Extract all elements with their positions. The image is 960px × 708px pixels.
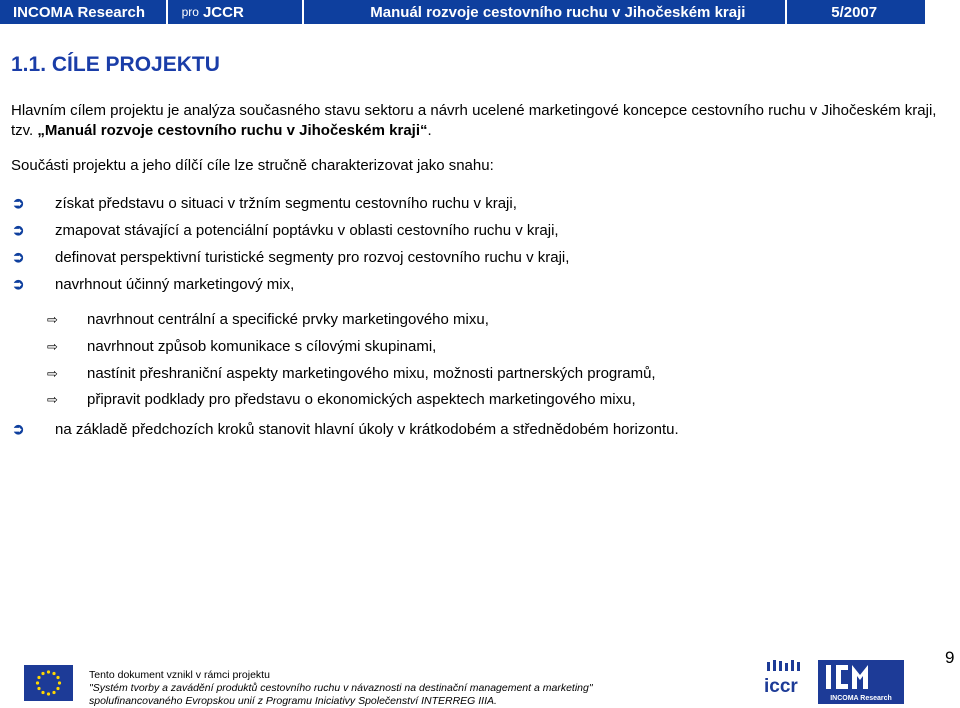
page-number: 9: [945, 648, 955, 667]
subgoal-item: ⇨ navrhnout způsob komunikace s cílovými skupinami,: [47, 338, 437, 355]
section-title: 1.1. CÍLE PROJEKTU: [11, 53, 220, 76]
arrow-bullet-icon: ➲: [12, 195, 25, 212]
incoma-logo: [818, 660, 904, 704]
header-date: 5/2007: [787, 0, 925, 24]
goal-item: ➲ definovat perspektivní turistické segmenty pro rozvoj cestovního ruchu v kraji,: [12, 249, 570, 266]
svg-text:INCOMA Research: INCOMA Research: [830, 695, 892, 702]
manual-title: „Manuál rozvoje cestovního ruchu v Jihočeském kraji“: [37, 122, 428, 139]
goal-item: ➲ zmapovat stávající a potenciální poptávku v oblasti cestovního ruchu v kraji,: [12, 222, 559, 239]
outline-arrow-icon: ⇨: [47, 339, 58, 354]
outline-arrow-icon: ⇨: [47, 392, 58, 407]
goal-item: ➲ získat představu o situaci v tržním segmentu cestovního ruchu v kraji,: [12, 195, 517, 212]
intro-paragraph: Hlavním cílem projektu je analýza současného stavu sektoru a návrh ucelené marketingové koncepce cestovního ruchu v Jihočeském kraji, tzv. „Manuál rozvoje cestovního ruchu v Jihočeském kraji“.: [11, 102, 937, 139]
header-client: pro JCCR: [168, 0, 303, 24]
goal-item: ➲ navrhnout účinný marketingový mix,: [12, 276, 295, 293]
outline-arrow-icon: ⇨: [47, 312, 58, 327]
arrow-bullet-icon: ➲: [12, 222, 25, 239]
goals-intro: Součásti projektu a jeho dílčí cíle lze stručně charakterizovat jako snahu:: [11, 157, 494, 174]
header-company: INCOMA Research: [0, 0, 166, 24]
subgoal-item: ⇨ navrhnout centrální a specifické prvky marketingového mixu,: [47, 311, 489, 328]
iccr-logo: [761, 660, 815, 704]
subgoal-item: ⇨ nastínit přeshraniční aspekty marketingového mixu, možnosti partnerských programů,: [47, 365, 656, 382]
eu-flag-logo: [24, 665, 73, 701]
arrow-bullet-icon: ➲: [12, 421, 25, 438]
header-bar: [0, 0, 925, 24]
svg-text:iccr: iccr: [764, 676, 798, 697]
footer-text: Tento dokument vznikl v rámci projektu "Systém tvorby a zavádění produktů cestovního ruchu v návaznosti na destinační management a marketing" spolufinancovaného Evropskou unií z Programu Iniciativy Společenství INTERREG IIIA.: [89, 669, 593, 707]
subgoal-item: ⇨ připravit podklady pro představu o ekonomických aspektech marketingového mixu,: [47, 391, 636, 408]
header-title: Manuál rozvoje cestovního ruchu v Jihočeském kraji: [304, 0, 785, 24]
arrow-bullet-icon: ➲: [12, 276, 25, 293]
final-goal-item: ➲ na základě předchozích kroků stanovit hlavní úkoly v krátkodobém a střednědobém horizontu.: [12, 421, 679, 438]
arrow-bullet-icon: ➲: [12, 249, 25, 266]
outline-arrow-icon: ⇨: [47, 366, 58, 381]
